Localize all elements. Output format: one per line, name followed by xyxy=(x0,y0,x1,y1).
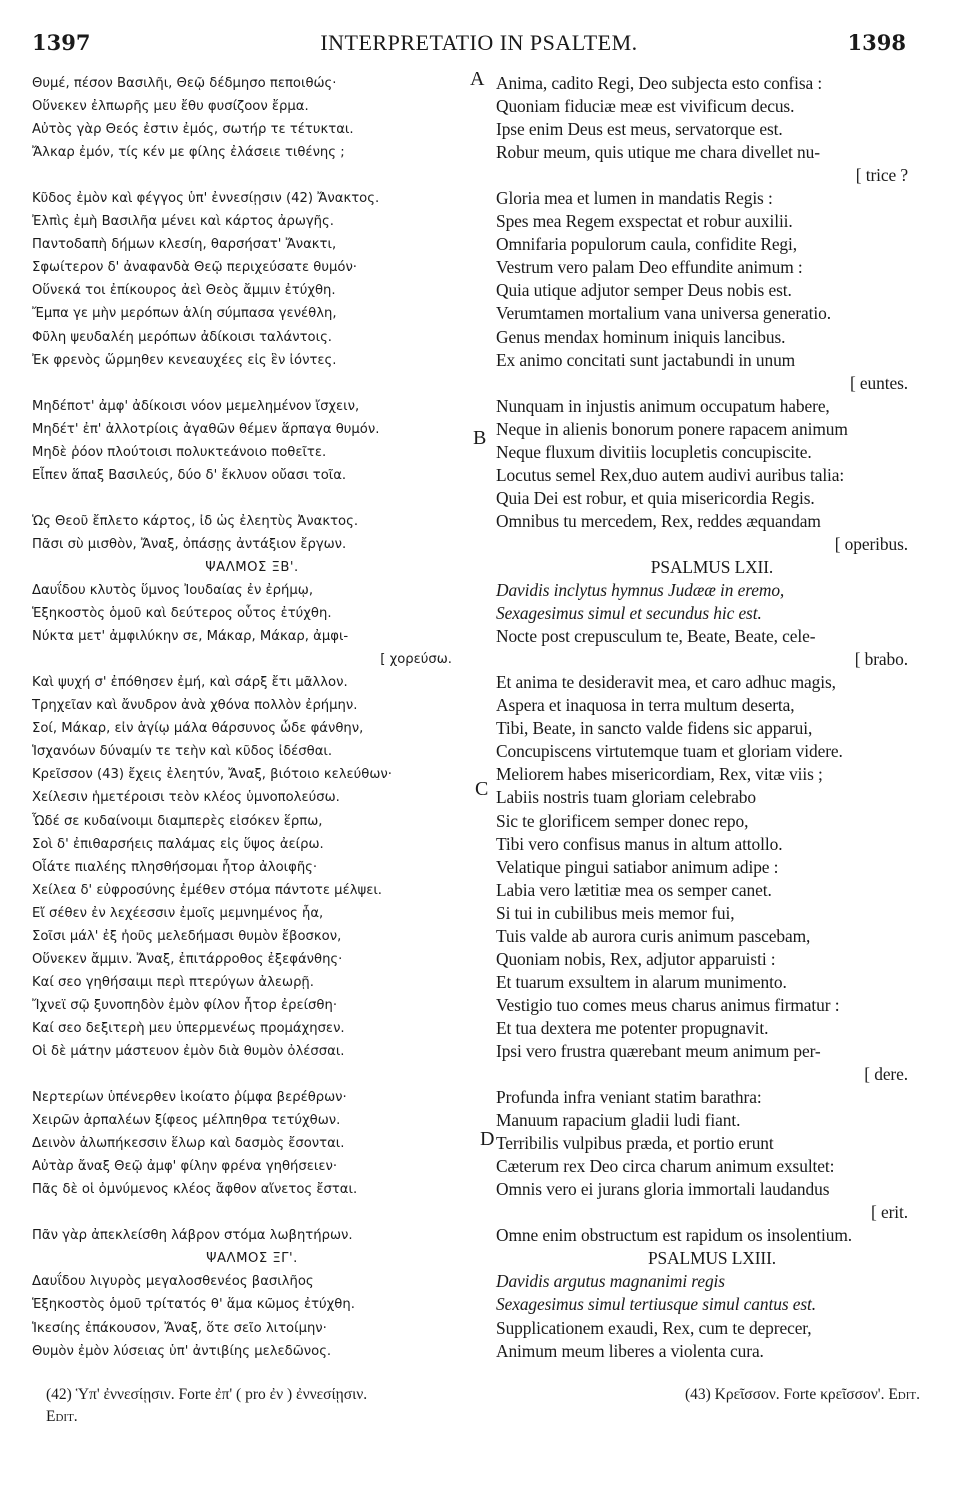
latin-psalm-title: Davidis inclytus hymnus Judææ in eremo, xyxy=(496,580,785,601)
latin-line-continuation: [ dere. xyxy=(864,1064,908,1085)
margin-marker-c: C xyxy=(475,778,489,800)
latin-line-continuation: [ trice ? xyxy=(855,165,908,186)
latin-line: Robur meum, quis utique me chara divellet nu- xyxy=(496,142,820,163)
greek-line-continuation: [ χορεύσω. xyxy=(380,652,452,668)
margin-marker-b: B xyxy=(473,427,487,449)
greek-line: Εἶπεν ἅπαξ Βασιλεύς, δύο δ' ἔκλυον οὔασι τοῖα. xyxy=(32,467,347,483)
greek-line: Ἱσχανόων δύναμίν τε τεὴν καὶ κῦδος ἰδέσθαι. xyxy=(32,744,333,760)
greek-line: Οὕνεκά τοι ἐπίκουρος ἀεὶ Θεὸς ἄμμιν ἐτύχθη. xyxy=(32,283,336,299)
greek-line: Κρεῖσσον (43) ἔχεις ἐλεητύν, Ἄναξ, βιότοιο κελεύθων· xyxy=(32,767,392,783)
greek-line: Δεινὸν ἀλωπήκεσσιν ἕλωρ καὶ δασμὸς ἔσονται. xyxy=(32,1136,345,1152)
greek-line: Πᾶν γὰρ ἀπεκλείσθη λάβρον στόμα λωβητήρων. xyxy=(32,1228,353,1244)
latin-line: Omnifaria populorum caula, confidite Regi, xyxy=(496,234,798,255)
greek-line: Μηδέποτ' ἀμφ' ἀδίκοισι νόον μεμελημένον ἴσχειν, xyxy=(32,398,360,414)
footnote-43 xyxy=(520,1384,940,1406)
latin-line: Concupiscens virtutemque tuam et gloriam videre. xyxy=(496,741,843,762)
greek-line: Οἷάτε πιαλέης πλησθήσομαι ἦτορ ἀλοιφῆς· xyxy=(32,859,318,875)
latin-line: Verumtamen mortalium vana universa generatio. xyxy=(496,303,831,324)
latin-line: Et anima te desideravit mea, et caro adhuc magis, xyxy=(496,672,836,693)
greek-line: Οὕνεκεν ἐλπωρῆς μευ ἔθυ φυσίζοον ἔρμα. xyxy=(32,99,309,115)
latin-line: Quoniam fiduciæ meæ est vivificum decus. xyxy=(496,96,795,117)
greek-line: Ἐλπὶς ἐμὴ Βασιλῆα μένει καὶ κάρτος ἀρωγῆς. xyxy=(32,214,334,230)
greek-line: Ὡς Θεοῦ ἔπλετο κάρτος, ἰδ ὡς ἐλεητὺς Ἀνακτος. xyxy=(32,513,359,529)
greek-line: Ἑξηκοστὸς ὁμοῦ καὶ δεύτερος οὗτος ἐτύχθη. xyxy=(32,606,332,622)
latin-line: Animum meum liberes a violenta cura. xyxy=(496,1340,764,1361)
greek-line: Καί σεο δεξιτερὴ μευ ὑπερμενέως προμάχησεν. xyxy=(32,1020,345,1036)
latin-line: Genus mendax hominum iniquis lancibus. xyxy=(496,326,786,347)
margin-marker-d: D xyxy=(480,1128,495,1150)
latin-line: Sic te glorificem semper donec repo, xyxy=(496,810,749,831)
latin-line: Ipsi vero frustra quærebant meum animum per- xyxy=(496,1040,821,1061)
latin-line: Et tua dextera me potenter propugnavit. xyxy=(496,1017,769,1038)
latin-line: Labia vero lætitiæ mea os semper canet. xyxy=(496,879,772,900)
greek-line: Ἑξηκοστὸς ὁμοῦ τρίτατός θ' ἅμα κῶμος ἐτύχθη. xyxy=(32,1297,355,1313)
greek-line: Θυμὸν ἐμὸν λύσειας ὑπ' ἀντιβίης μελεδῶνος. xyxy=(32,1343,332,1359)
footnote-edit: Edit. xyxy=(888,1386,920,1403)
greek-line: Ὧδέ σε κυδαίνοιμι διαμπερὲς εἰσόκεν ἕρπω, xyxy=(32,813,323,829)
greek-psalm-heading: ΨΑΛΜΟΣ ΞΒ'. xyxy=(205,559,299,575)
footnote-text: (42) Ὑπ' ἐννεσίῃσιν. Forte ἐπ' ( pro ἐν ) ἐννεσίῃσιν. xyxy=(46,1386,368,1403)
right-page-number: 1398 xyxy=(847,30,906,55)
greek-line: Χείλεα δ' εὐφροσύνης ἐμέθεν στόμα πάντοτε μέλψει. xyxy=(32,882,382,898)
greek-line: Μηδέτ' ἐπ' ἀλλοτρίοις ἀγαθῶν θέμεν ἅρπαγα θυμόν. xyxy=(32,421,380,437)
latin-line: Aspera et inaquosa in terra multum deserta, xyxy=(496,695,795,716)
latin-line: Si tui in cubilibus meis memor fui, xyxy=(496,902,735,923)
latin-psalm-heading: PSALMUS LXIII. xyxy=(647,1248,777,1269)
latin-line: Quia utique adjutor semper Deus nobis est. xyxy=(496,280,792,301)
greek-line: Νερτερίων ὑπένερθεν ἱκοίατο ῥίμφα βερέθρων· xyxy=(32,1090,347,1106)
latin-psalm-title: Sexagesimus simul tertiusque simul cantus est. xyxy=(496,1294,816,1315)
greek-line: Οἱ δὲ μάτην μάστευον ἐμὸν διὰ θυμὸν ὀλέσσαι. xyxy=(32,1043,345,1059)
latin-line: Vestrum vero palam Deo effundite animum : xyxy=(496,257,803,278)
footnote-text: (43) Κρεῖσσον. Forte κρεῖσσον'. xyxy=(684,1386,885,1403)
latin-line: Ipse enim Deus est meus, servatorque est. xyxy=(496,119,783,140)
latin-line: Vestigio tuo comes meus charus animus firmatur : xyxy=(496,994,840,1015)
margin-marker-a: A xyxy=(470,68,485,90)
greek-line: Αὐτὰρ ἄναξ Θεῷ ἀμφ' φίλην φρένα γηθήσειεν· xyxy=(32,1159,338,1175)
latin-line: Neque fluxum divitiis locupletis concupiscite. xyxy=(496,441,812,462)
latin-line: Ex animo concitati sunt jactabundi in unum xyxy=(496,349,796,370)
latin-line: Profunda infra veniant statim barathra: xyxy=(496,1087,762,1108)
latin-line: Spes mea Regem exspectat et robur auxilii. xyxy=(496,211,793,232)
running-header xyxy=(32,30,926,60)
latin-line: Locutus semel Rex,duo autem audivi auribus talia: xyxy=(496,464,845,485)
greek-line: Αὐτὸς γὰρ Θεός ἐστιν ἐμός, σωτήρ τε τέτυκται. xyxy=(32,122,354,138)
latin-line: Omnis vero ei jurans gloria immortali laudandus xyxy=(496,1179,830,1200)
latin-line-continuation: [ euntes. xyxy=(849,372,908,393)
greek-line: Σοί, Μάκαρ, εἰν ἁγίῳ μάλα θάρσυνος ὧδε φάνθην, xyxy=(32,721,364,737)
latin-line-continuation: [ brabo. xyxy=(854,649,908,670)
greek-line: Πᾶσι σὺ μισθὸν, Ἄναξ, ὀπάσῃς ἀντάξιον ἔργων. xyxy=(32,536,347,552)
running-title: INTERPRETATIO IN PSALTEM. xyxy=(320,30,638,55)
greek-line: Θυμέ, πέσον Βασιλῆι, Θεῷ δέδμησο πεποιθώς· xyxy=(32,76,337,91)
latin-line: Tuis valde ab aurora curis animum pascebam, xyxy=(496,925,811,946)
greek-line: Εἴ σέθεν ἐν λεχέεσσιν ἐμοῖς μεμνημένος ἦα, xyxy=(32,905,324,921)
latin-line: Anima, cadito Regi, Deo subjecta esto confisa : xyxy=(496,73,823,93)
latin-line: Labiis nostris tuam gloriam celebrabo xyxy=(496,787,756,808)
latin-line: Velatique pingui satiabor animum adipe : xyxy=(496,856,779,877)
greek-line: Οὕνεκεν ἄμμιν. Ἄναξ, ἐπιτάρροθος ἐξεφάνθης· xyxy=(32,951,343,967)
greek-line: Πᾶς δὲ οἱ ὀμνύμενος κλέος ἄφθον αἴνετος ἔσται. xyxy=(32,1182,358,1198)
greek-column xyxy=(32,72,472,1363)
greek-line: Ἔμπα γε μὴν μερόπων ἁλίη σύμπασα γενέθλη, xyxy=(32,306,337,322)
greek-line: Δαυΐδου κλυτὸς ὕμνος Ἰουδαίας ἐν ἐρήμῳ, xyxy=(32,583,314,599)
latin-line: Terribilis vulpibus præda, et portio erunt xyxy=(496,1133,774,1154)
greek-psalm-heading: ΨΑΛΜΟΣ ΞΓ'. xyxy=(206,1251,298,1267)
greek-line: Κῦδος ἐμὸν καὶ φέγγος ὑπ' ἐννεσίῃσιν (42) Ἄνακτος. xyxy=(32,191,380,207)
latin-line: Quia Dei est robur, et quia misericordia Regis. xyxy=(496,487,815,508)
latin-line: Gloria mea et lumen in mandatis Regis : xyxy=(496,188,773,209)
latin-line: Tibi vero confisus manus in altum attollo. xyxy=(496,833,783,854)
latin-psalm-title: Sexagesimus simul et secundus hic est. xyxy=(496,603,762,624)
greek-line: Καὶ ψυχή σ' ἐπόθησεν ἐμή, καὶ σάρξ ἔτι μᾶλλον. xyxy=(32,675,348,691)
greek-line: Καί σεο γηθήσαιμι περὶ πτερύγων ἀλεωρῇ. xyxy=(32,974,314,990)
greek-line: Παντοδαπὴ δήμων κλεσίη, θαρσήσατ' Ἄνακτι, xyxy=(32,237,337,253)
greek-line: Μηδὲ ῥόον πλούτοισι πολυκτεάνοιο ποθεῖτε. xyxy=(32,444,327,460)
latin-line: Omne enim obstructum est rapidum os insolentium. xyxy=(496,1225,853,1246)
latin-line: Et tuarum exsultem in alarum munimento. xyxy=(496,971,787,992)
greek-line: Νύκτα μετ' ἀμφιλύκην σε, Μάκαρ, Μάκαρ, ἀμφι- xyxy=(32,629,349,645)
footnote-42 xyxy=(46,1384,476,1428)
latin-line: Meliorem habes misericordiam, Rex, vitæ viis ; xyxy=(496,764,823,785)
latin-line: Tibi, Beate, in sancto valde fidens sic apparui, xyxy=(496,718,813,739)
greek-line: Σφωίτερον δ' ἀναφανδὰ Θεῷ περιχεύσατε θυμόν· xyxy=(32,260,357,276)
latin-line: Manuum rapacium gladii ludi fiant. xyxy=(496,1110,741,1131)
greek-line: Ἱκεσίης ἐπάκουσον, Ἄναξ, ὅτε σεῖο λιτοίμην· xyxy=(32,1320,327,1336)
latin-line: Neque in alienis bonorum ponere rapacem animum xyxy=(496,418,848,439)
greek-line: Σοῖσι μάλ' ἐξ ἠοῦς μελεδήμασι θυμὸν ἔβοσκον, xyxy=(32,928,342,944)
latin-column xyxy=(496,72,928,1363)
latin-line: Nunquam in injustis animum occupatum habere, xyxy=(496,395,830,416)
greek-line: Σοὶ δ' ἐπιθαρσήεις παλάμας εἰς ὕψος ἀείρω. xyxy=(32,836,324,852)
latin-line: Omnibus tu mercedem, Rex, reddes æquandam xyxy=(496,510,821,531)
latin-line: Cæterum rex Deo circa charum animum exsultet: xyxy=(496,1156,835,1177)
footnote-edit: Edit. xyxy=(46,1408,78,1425)
greek-line: Ἄλκαρ ἐμόν, τίς κέν με φίλης ἐλάσειε τιθένης ; xyxy=(32,145,345,161)
greek-line: Τρηχεῖαν καὶ ἄνυδρον ἀνὰ χθόνα πολλὸν ἐρήμην. xyxy=(32,698,358,714)
greek-line: Ἐκ φρενὸς ὥρμηθεν κενεαυχέες εἰς ἓν ἰόντες. xyxy=(32,352,337,368)
greek-line: Χείλεσιν ἡμετέροισι τεὸν κλέος ὑμνοπολεύσω. xyxy=(32,790,340,806)
latin-line: Quoniam nobis, Rex, adjutor apparuisti : xyxy=(496,948,776,969)
latin-line-continuation: [ operibus. xyxy=(834,533,908,554)
left-page-number: 1397 xyxy=(32,30,91,55)
latin-psalm-title: Davidis argutus magnanimi regis xyxy=(496,1271,725,1292)
greek-line: Ἴχνεϊ σῷ ξυνοπηδὸν ἐμὸν φίλον ἦτορ ἐρείσθη· xyxy=(32,997,338,1013)
latin-psalm-heading: PSALMUS LXII. xyxy=(650,556,774,577)
latin-line: Nocte post crepusculum te, Beate, Beate, cele- xyxy=(496,626,816,647)
greek-line: Δαυΐδου λιγυρὸς μεγαλοσθενέος βασιλῆος xyxy=(32,1274,314,1290)
greek-line: Φῦλη ψευδαλέη μερόπων ἀδίκοισι ταλάντοις. xyxy=(32,329,333,345)
greek-line: Χειρῶν ἁρπαλέων ξίφεος μέλπηθρα τετύχθων. xyxy=(32,1113,341,1129)
latin-line: Supplicationem exaudi, Rex, cum te deprecer, xyxy=(496,1317,812,1338)
latin-line-continuation: [ erit. xyxy=(871,1202,908,1223)
